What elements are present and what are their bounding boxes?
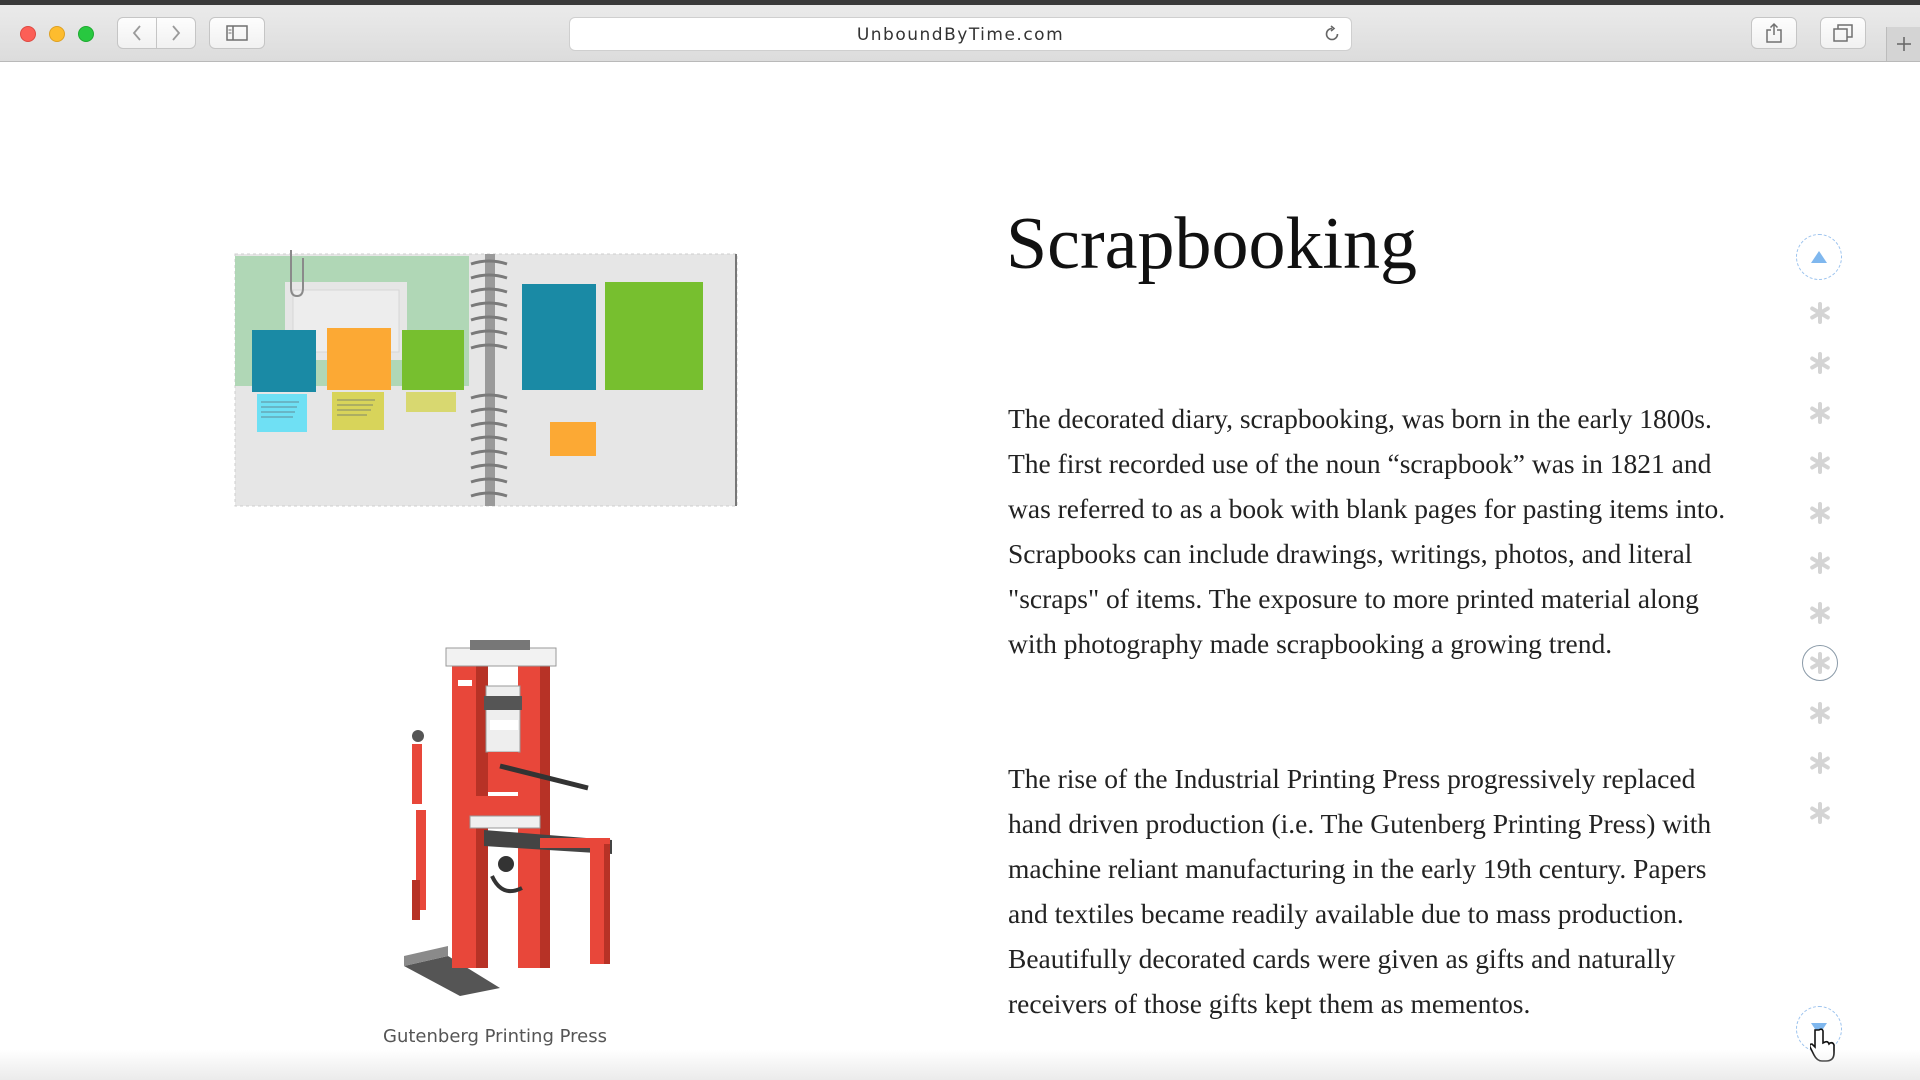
- asterisk-icon: [1808, 551, 1832, 575]
- share-button[interactable]: [1751, 17, 1797, 49]
- section-nav-dot[interactable]: [1807, 300, 1833, 326]
- image-caption: Gutenberg Printing Press: [383, 1026, 607, 1047]
- show-tabs-button[interactable]: [1820, 17, 1866, 49]
- printing-press-illustration: [400, 640, 620, 1016]
- section-nav-dot[interactable]: [1807, 800, 1833, 826]
- back-arrow-icon: [131, 24, 143, 42]
- window-top-edge: [0, 0, 1920, 5]
- article-paragraph-1: The decorated diary, scrapbooking, was born in the early 1800s. The first recorded use of the noun “scrapbook” was in 1821 and was referred to as a book with blank pages for pasting items into. Scrapbooks can include drawings, writings, photos, and literal "scraps" of items. The exposure to more printed material along with photography made scrapbooking a growing trend.: [1008, 403, 1726, 659]
- close-window-button[interactable]: [20, 26, 36, 42]
- asterisk-icon: [1808, 801, 1832, 825]
- section-nav-dot[interactable]: [1807, 600, 1833, 626]
- plus-icon: [1896, 36, 1912, 52]
- section-nav-dot[interactable]: [1807, 550, 1833, 576]
- reload-button[interactable]: [1321, 23, 1343, 45]
- section-nav-dot[interactable]: [1807, 500, 1833, 526]
- forward-arrow-icon: [170, 24, 182, 42]
- scroll-up-button[interactable]: [1796, 234, 1842, 280]
- asterisk-icon: [1808, 751, 1832, 775]
- sidebar-icon: [226, 25, 248, 41]
- browser-toolbar: [0, 0, 1920, 62]
- section-nav-dot[interactable]: [1807, 750, 1833, 776]
- back-button[interactable]: [117, 17, 157, 49]
- section-nav-dot[interactable]: [1807, 350, 1833, 376]
- section-nav-dot[interactable]: [1802, 645, 1838, 681]
- asterisk-icon: [1808, 701, 1832, 725]
- new-tab-button[interactable]: [1886, 27, 1920, 61]
- arrow-up-icon: [1810, 250, 1828, 264]
- url-text: UnboundByTime.com: [856, 25, 1065, 45]
- tabs-icon: [1833, 24, 1853, 42]
- scrapbook-illustration: [233, 250, 739, 512]
- asterisk-icon: [1808, 451, 1832, 475]
- article-title: Scrapbooking: [1006, 203, 1418, 285]
- asterisk-icon: [1808, 651, 1832, 675]
- asterisk-icon: [1808, 351, 1832, 375]
- section-nav-dot[interactable]: [1807, 700, 1833, 726]
- section-nav-dot[interactable]: [1807, 400, 1833, 426]
- reload-icon: [1323, 25, 1341, 43]
- asterisk-icon: [1808, 301, 1832, 325]
- article-paragraph-2: The rise of the Industrial Printing Press progressively replaced hand driven production (i.e. The Gutenberg Printing Press) with machine reliant manufacturing in the early 19th century. Papers and textiles became readily available due to mass production. Beautifully decorated cards were given as gifts and naturally receivers of those gifts kept them as mementos.: [1008, 763, 1712, 1019]
- web-page: [0, 62, 1920, 1080]
- page-bottom-shadow: [0, 1050, 1920, 1080]
- asterisk-icon: [1808, 501, 1832, 525]
- minimize-window-button[interactable]: [49, 26, 65, 42]
- sidebar-toggle-button[interactable]: [209, 17, 265, 49]
- forward-button[interactable]: [156, 17, 196, 49]
- address-bar[interactable]: [569, 17, 1352, 51]
- section-navigation: [1796, 234, 1844, 1074]
- asterisk-icon: [1808, 401, 1832, 425]
- asterisk-icon: [1808, 601, 1832, 625]
- zoom-window-button[interactable]: [78, 26, 94, 42]
- section-nav-dot[interactable]: [1807, 450, 1833, 476]
- share-icon: [1765, 22, 1783, 44]
